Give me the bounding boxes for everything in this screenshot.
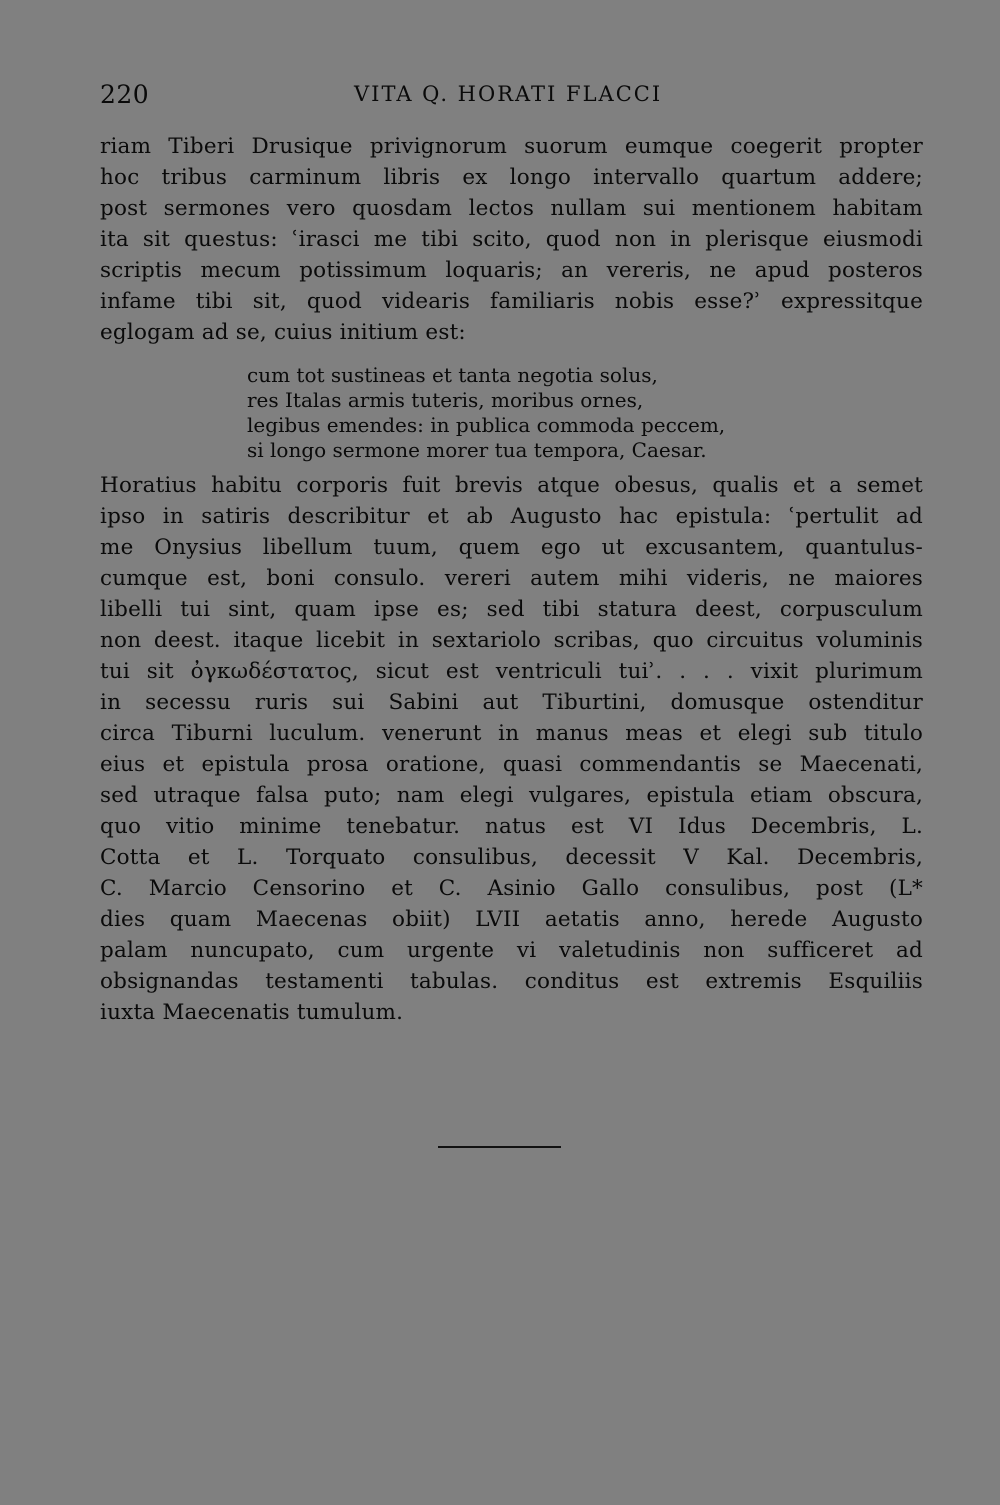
text-line: sed utraque falsa puto; nam elegi vulgares, epistula etiam obscura,: [100, 783, 923, 808]
page-number: 220: [100, 80, 150, 109]
text-line: post sermones vero quosdam lectos nullam sui mentionem habitam: [100, 196, 923, 221]
page-header: [100, 80, 926, 114]
verse-quotation: [247, 363, 807, 463]
text-line: me Onysius libellum tuum, quem ego ut excusantem, quantulus-: [100, 535, 923, 560]
verse-line: legibus emendes: in publica commoda peccem,: [247, 413, 726, 437]
end-rule-divider: [438, 1146, 561, 1148]
text-line: scriptis mecum potissimum loquaris; an vereris, ne apud posteros: [100, 258, 923, 283]
text-line: tui sit ὀγκωδέστατος, sicut est ventriculi tuiʾ. . . . vixit plurimum: [100, 659, 923, 684]
text-line: cumque est, boni consulo. vereri autem mihi videris, ne maiores: [100, 566, 923, 591]
text-line: ipso in satiris describitur et ab Augusto hac epistula: ʿpertulit ad: [100, 504, 923, 529]
text-line: obsignandas testamenti tabulas. conditus est extremis Esquiliis: [100, 969, 923, 994]
text-line: non deest. itaque licebit in sextariolo scribas, quo circuitus voluminis: [100, 628, 923, 653]
text-line: in secessu ruris sui Sabini aut Tiburtini, domusque ostenditur: [100, 690, 923, 715]
text-line: dies quam Maecenas obiit) LVII aetatis anno, herede Augusto: [100, 907, 923, 932]
text-line: libelli tui sint, quam ipse es; sed tibi statura deest, corpusculum: [100, 597, 923, 622]
text-line: riam Tiberi Drusique privignorum suorum eumque coegerit propter: [100, 134, 923, 159]
text-line: iuxta Maecenatis tumulum.: [100, 1000, 404, 1025]
text-line: eglogam ad se, cuius initium est:: [100, 320, 466, 345]
paragraph-1: [100, 131, 923, 348]
text-line: palam nuncupato, cum urgente vi valetudinis non sufficeret ad: [100, 938, 923, 963]
text-line: C. Marcio Censorino et C. Asinio Gallo consulibus, post (L*: [100, 876, 923, 901]
verse-line: cum tot sustineas et tanta negotia solus,: [247, 363, 658, 387]
text-line: Horatius habitu corporis fuit brevis atque obesus, qualis et a semet: [100, 473, 923, 498]
text-line: ita sit questus: ʿirasci me tibi scito, quod non in plerisque eiusmodi: [100, 227, 923, 252]
text-line: Cotta et L. Torquato consulibus, decessit V Kal. Decembris,: [100, 845, 923, 870]
text-line: hoc tribus carminum libris ex longo intervallo quartum addere;: [100, 165, 923, 190]
verse-line: si longo sermone morer tua tempora, Caesar.: [247, 438, 707, 462]
text-line: circa Tiburni luculum. venerunt in manus meas et elegi sub titulo: [100, 721, 923, 746]
text-line: quo vitio minime tenebatur. natus est VI Idus Decembris, L.: [100, 814, 923, 839]
paragraph-2: [100, 470, 923, 1028]
text-line: infame tibi sit, quod videaris familiaris nobis esse?ʾ expressitque: [100, 289, 923, 314]
running-title: VITA Q. HORATI FLACCI: [354, 82, 663, 106]
text-line: eius et epistula prosa oratione, quasi commendantis se Maecenati,: [100, 752, 923, 777]
verse-line: res Italas armis tuteris, moribus ornes,: [247, 388, 644, 412]
